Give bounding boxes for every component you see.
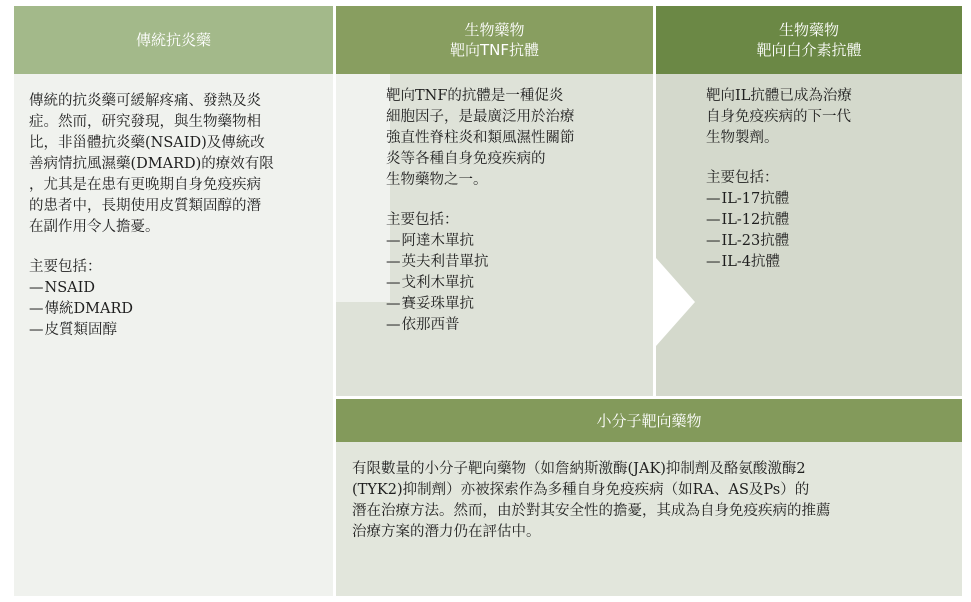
description-line: ，尤其是在患有更晚期自身免疫疾病 — [29, 177, 261, 193]
il-includes-label: 主要包括： — [706, 170, 779, 186]
list-item: — 賽妥珠單抗 — [386, 294, 648, 315]
list-item: — IL-23抗體 — [706, 231, 956, 252]
list-item: — IL-12抗體 — [706, 210, 956, 231]
traditional-header-text: 傳統抗炎藥 — [135, 31, 211, 49]
description-line: 治療方案的潛力仍在評估中。 — [352, 524, 541, 540]
list-item: — IL-4抗體 — [706, 252, 956, 273]
tnf-body — [386, 86, 648, 336]
tnf-items — [386, 231, 648, 336]
il-description — [706, 86, 956, 149]
il-body — [706, 86, 956, 273]
list-item: — IL-17抗體 — [706, 189, 956, 210]
description-line: (TYK2)抑制劑）亦被探索作為多種自身免疫疾病（如RA、AS及Ps）的 — [352, 482, 810, 498]
description-line: 生物製劑。 — [706, 130, 779, 146]
list-item: — 皮質類固醇 — [29, 320, 329, 341]
description-line: 炎等各種自身免疫疾病的 — [386, 151, 546, 167]
list-item: — NSAID — [29, 278, 329, 299]
description-line: 強直性脊柱炎和類風濕性關節 — [386, 130, 575, 146]
description-line: 靶向TNF的抗體是一種促炎 — [386, 88, 564, 104]
il-header-line2: 靶向白介素抗體 — [756, 41, 862, 59]
description-line: 靶向IL抗體已成為治療 — [706, 88, 852, 104]
list-item: — 戈利木單抗 — [386, 273, 648, 294]
il-header-line1: 生物藥物 — [778, 21, 839, 39]
description-line: 自身免疫疾病的下一代 — [706, 109, 851, 125]
description-line: 細胞因子，是最廣泛用於治療 — [386, 109, 575, 125]
description-line: 症。然而，研究發現，與生物藥物相 — [29, 114, 261, 130]
traditional-header — [14, 6, 333, 74]
description-line: 比，非甾體抗炎藥(NSAID)及傳統改 — [29, 135, 265, 151]
tnf-header-line1: 生物藥物 — [464, 21, 525, 39]
tnf-includes-label: 主要包括： — [386, 212, 459, 228]
il-items — [706, 189, 956, 273]
small-molecule-header — [336, 399, 962, 442]
description-line: 生物藥物之一。 — [386, 172, 488, 188]
description-line: 的患者中，長期使用皮質類固醇的潛 — [29, 198, 261, 214]
tnf-header-line2: 靶向TNF抗體 — [449, 41, 539, 59]
description-line: 潛在治療方法。然而，由於對其安全性的擔憂，其成為自身免疫疾病的推薦 — [352, 503, 831, 519]
description-line: 善病情抗風濕藥(DMARD)的療效有限 — [29, 156, 274, 172]
description-line: 在副作用令人擔憂。 — [29, 219, 160, 235]
traditional-chevron-tip — [336, 74, 390, 302]
traditional-body — [29, 91, 329, 341]
tnf-header — [336, 6, 653, 74]
description-line: 傳統的抗炎藥可緩解疼痛、發熱及炎 — [29, 93, 261, 109]
small-molecule-body — [352, 459, 956, 543]
list-item: — 英夫利昔單抗 — [386, 252, 648, 273]
description-line: 有限數量的小分子靶向藥物（如詹納斯激酶(JAK)抑制劑及酪氨酸激酶2 — [352, 461, 806, 477]
list-item: — 阿達木單抗 — [386, 231, 648, 252]
il-header — [656, 6, 962, 74]
traditional-includes-label: 主要包括： — [29, 259, 102, 275]
small-molecule-header-text: 小分子靶向藥物 — [596, 411, 702, 430]
tnf-description — [386, 86, 648, 191]
traditional-items — [29, 278, 329, 341]
list-item: — 傳統DMARD — [29, 299, 329, 320]
list-item: — 依那西普 — [386, 315, 648, 336]
traditional-description — [29, 91, 329, 238]
